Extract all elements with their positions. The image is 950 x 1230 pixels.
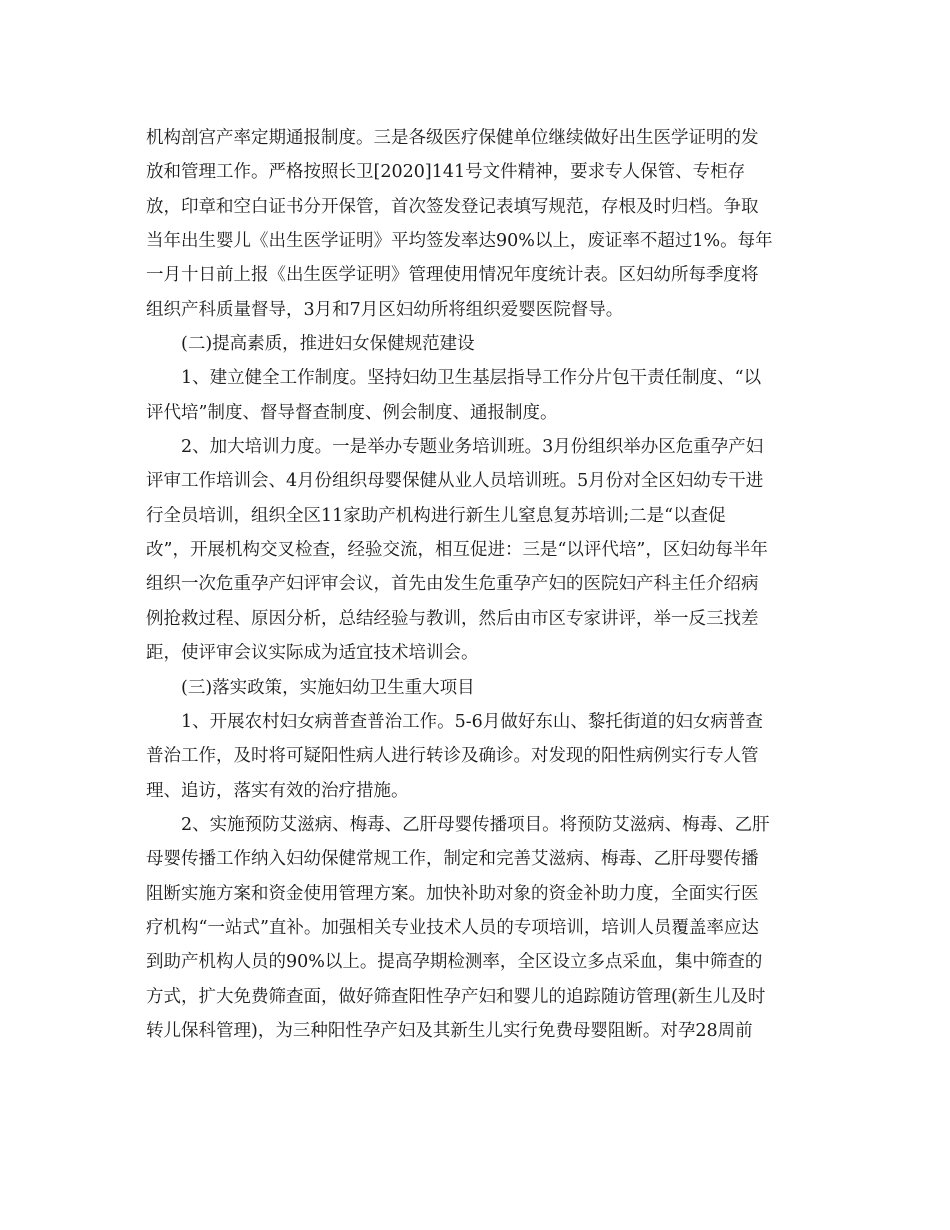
section-heading: (二)提高素质，推进妇女保健规范建设: [181, 334, 475, 355]
text-line: 放，印章和空白证书分开保管，首次签发登记表填写规范，存根及时归档。争取: [146, 196, 759, 217]
text-line: 转儿保科管理)，为三种阳性孕产妇及其新生儿实行免费母婴阻断。对孕28周前: [146, 1020, 753, 1041]
text-line: 普治工作，及时将可疑阳性病人进行转诊及确诊。对发现的阳性病例实行专人管: [146, 746, 759, 767]
text-line: 到助产机构人员的90%以上。提高孕期检测率，全区设立多点采血，集中筛查的: [146, 952, 763, 973]
text-line: 疗机构“一站式”直补。加强相关专业技术人员的专项培训，培训人员覆盖率应达: [146, 917, 759, 938]
text-line: 评代培”制度、督导督查制度、例会制度、通报制度。: [146, 402, 558, 423]
text-line: 改”，开展机构交叉检查，经验交流，相互促进：三是“以评代培”，区妇幼每半年: [146, 540, 768, 561]
text-line: 2、实施预防艾滋病、梅毒、乙肝母婴传播项目。将预防艾滋病、梅毒、乙肝: [181, 814, 770, 835]
text-line: 组织一次危重孕产妇评审会议，首先由发生危重孕产妇的医院妇产科主任介绍病: [146, 574, 759, 595]
text-line: 机构剖宫产率定期通报制度。三是各级医疗保健单位继续做好出生医学证明的发: [146, 128, 759, 148]
text-line: 当年出生婴儿《出生医学证明》平均签发率达90%以上，废证率不超过1%。每年: [146, 231, 773, 252]
text-line: 例抢救过程、原因分析，总结经验与教训，然后由市区专家讲评，举一反三找差: [146, 608, 759, 629]
text-line: 距，使评审会议实际成为适宜技术培训会。: [146, 643, 479, 664]
text-line: 1、开展农村妇女病普查普治工作。5-6月做好东山、黎托街道的妇女病普查: [181, 711, 763, 732]
text-line: 2、加大培训力度。一是举办专题业务培训班。3月份组织举办区危重孕产妇: [181, 437, 764, 458]
text-line: 行全员培训，组织全区11家助产机构进行新生儿窒息复苏培训;二是“以查促: [146, 505, 726, 526]
text-line: 阻断实施方案和资金使用管理方案。加快补助对象的资金补助力度，全面实行医: [146, 883, 759, 904]
text-line: 组织产科质量督导，3月和7月区妇幼所将组织爱婴医院督导。: [146, 299, 624, 320]
section-heading: (三)落实政策，实施妇幼卫生重大项目: [181, 677, 475, 698]
text-line: 1、建立健全工作制度。坚持妇幼卫生基层指导工作分片包干责任制度、“以: [181, 368, 762, 389]
text-line: 方式，扩大免费筛查面，做好筛查阳性孕产妇和婴儿的追踪随访管理(新生儿及时: [146, 986, 766, 1007]
text-line: 一月十日前上报《出生医学证明》管理使用情况年度统计表。区妇幼所每季度将: [146, 265, 759, 286]
text-line: 母婴传播工作纳入妇幼保健常规工作，制定和完善艾滋病、梅毒、乙肝母婴传播: [146, 849, 759, 870]
text-line: 评审工作培训会、4月份组织母婴保健从业人员培训班。5月份对全区妇幼专干进: [146, 471, 764, 492]
text-line: 理、追访，落实有效的治疗措施。: [146, 780, 409, 801]
document-body: [146, 121, 806, 1048]
text-line: 放和管理工作。严格按照长卫[2020]141号文件精神，要求专人保管、专柜存: [146, 162, 746, 183]
